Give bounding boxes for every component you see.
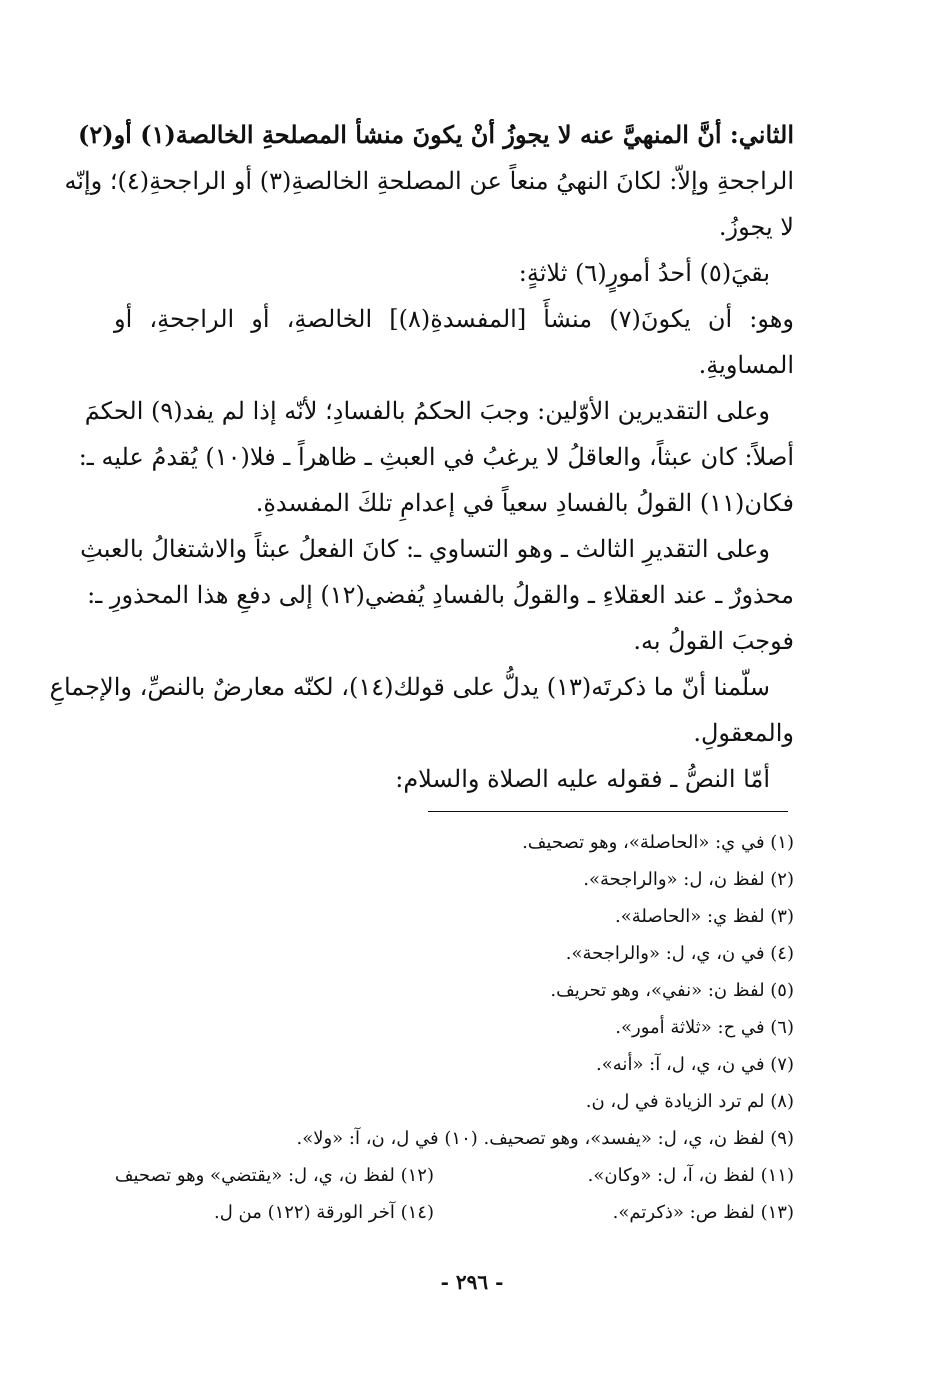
text-line: أمّا النصُّ ـ فقوله عليه الصلاة والسلام: bbox=[395, 765, 770, 793]
text-line: وهو: أن يكونَ(٧) منشأَ [المفسدةِ(٨)] الخالصةِ، أو الراجحةِ، أو bbox=[114, 305, 794, 333]
footnote: (٥) لفظ ن: «نفي»، وهو تحريف. bbox=[550, 980, 794, 1001]
text-line: فوجبَ القولُ به. bbox=[633, 627, 794, 655]
page-number: - ٢٩٦ - bbox=[440, 1270, 504, 1294]
footnote: (٨) لم ترد الزيادة في ل، ن. bbox=[585, 1091, 794, 1112]
text-line: فكان(١١) القولُ بالفسادِ سعياً في إعدامِ تلكَ المفسدةِ. bbox=[255, 489, 794, 517]
footnote: (١١) لفظ ن، آ، ل: «وكان». bbox=[587, 1165, 794, 1186]
footnote: (٢) لفظ ن، ل: «والراجحة». bbox=[583, 869, 794, 890]
text-line: الثاني: أنَّ المنهيَّ عنه لا يجوزُ أنْ يكونَ منشأ المصلحةِ الخالصة(١) أو(٢) bbox=[77, 120, 794, 149]
text-line: وعلى التقديرِ الثالث ـ وهو التساوي ـ: كانَ الفعلُ عبثاً والاشتغالُ بالعبثِ bbox=[80, 535, 770, 563]
footnote: (١٢) لفظ ن، ي، ل: «يقتضي» وهو تصحيف bbox=[114, 1165, 434, 1186]
footnote-row bbox=[114, 1157, 794, 1194]
text-line: سلّمنا أنّ ما ذكرتَه(١٣) يدلُّ على قولك(١٤)، لكنّه معارضٌ بالنصِّ، والإجماعِ bbox=[49, 673, 770, 701]
footnote: (٣) لفظ ي: «الحاصلة». bbox=[615, 906, 794, 927]
text-line: بقيَ(٥) أحدُ أمورٍ(٦) ثلاثةٍ: bbox=[518, 259, 770, 287]
text-line: أصلاً: كان عبثاً، والعاقلُ لا يرغبُ في العبثِ ـ ظاهراً ـ فلا(١٠) يُقدمُ عليه ـ: bbox=[78, 443, 794, 471]
footnote: (٩) لفظ ن، ي، ل: «يفسد»، وهو تصحيف. (١٠) في ل، ن، آ: «ولا». bbox=[296, 1128, 794, 1149]
text-line: المساويةِ. bbox=[698, 351, 794, 379]
footnote: (١٣) لفظ ص: «ذكرتم». bbox=[612, 1202, 794, 1223]
text-line: والمعقولِ. bbox=[693, 719, 794, 747]
text-line: محذورٌ ـ عند العقلاءِ ـ والقولُ بالفسادِ يُفضي(١٢) إلى دفعِ هذا المحذورِ ـ: bbox=[87, 581, 794, 609]
footnotes bbox=[114, 824, 794, 1231]
footnote-separator bbox=[428, 811, 788, 812]
footnote: (٦) في ح: «ثلاثة أمور». bbox=[615, 1017, 794, 1038]
text-line: وعلى التقديرين الأوّلين: وجبَ الحكمُ بالفسادِ؛ لأنّه إذا لم يفد(٩) الحكمَ bbox=[84, 397, 770, 425]
footnote: (١) في ي: «الحاصلة»، وهو تصحيف. bbox=[522, 832, 794, 853]
footnote: (٧) في ن، ي، ل، آ: «أنه». bbox=[596, 1054, 794, 1075]
footnote: (١٤) آخر الورقة (١٢٢) من ل. bbox=[213, 1202, 434, 1223]
text-line: لا يجوزُ. bbox=[718, 213, 794, 241]
footnote: (٤) في ن، ي، ل: «والراجحة». bbox=[565, 943, 794, 964]
text-line: الراجحةِ وإلاّ: لكانَ النهيُ منعاً عن المصلحةِ الخالصةِ(٣) أو الراجحةِ(٤)؛ وإنّه bbox=[64, 167, 794, 195]
footnote-row bbox=[114, 1194, 794, 1231]
main-text bbox=[49, 112, 794, 802]
